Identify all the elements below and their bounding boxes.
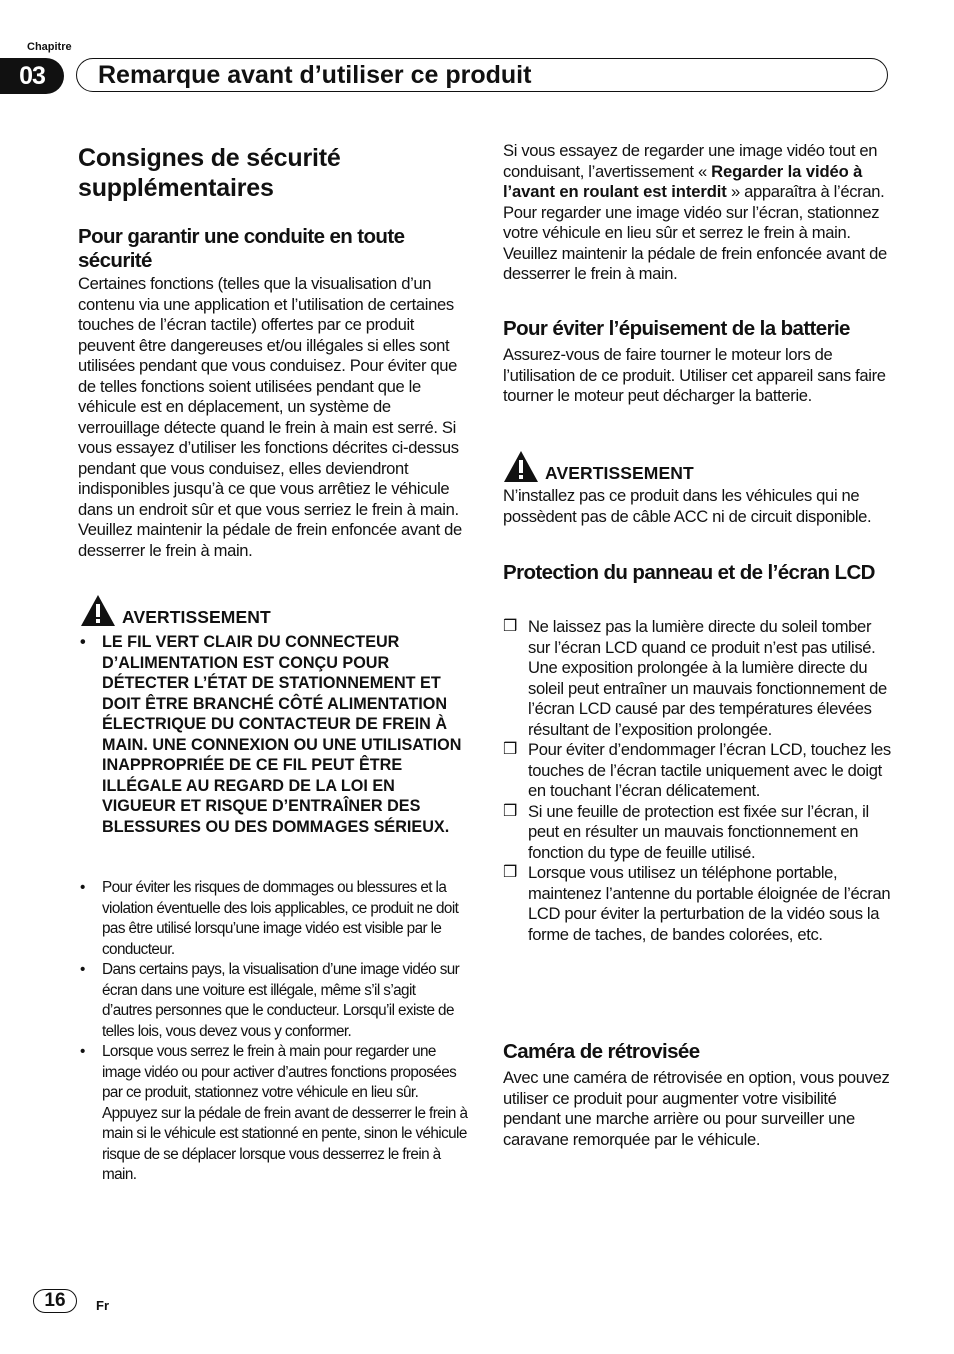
section-body-safe-driving: Certaines fonctions (telles que la visualisation d’un contenu via une application et l’utilisation de certaines touches de l’écran tactile) offertes par ce produit peuvent être dangereuses et/ou illégales si elles sont utilisées pendant que vous conduisez. Pour éviter que de telles fonctions soient utilisées pendant que le véhicule est en déplacement, un système de verrouillage détecte quand le frein à main est serré. Si vous essayez d’utiliser les fonctions décrites ci-dessus pendant que vous conduisez, elles deviendront indisponibles jusqu’à ce que vous arrêtiez le véhicule dans un endroit sûr et que vous serriez le frein à main. Veuillez maintenir la pédale de frein enfoncée avant de desserrer le frein à main. <box>78 274 462 560</box>
list-item: • Pour éviter les risques de dommages ou blessures et la violation éventuelle des lois applicables, ce produit ne doit pas être utilisé lorsqu’une image vidéo est visible par le conducteur. <box>78 878 468 960</box>
warning-label-2: AVERTISSEMENT <box>545 463 694 483</box>
intro-bold-message: Regarder la vidéo à l’avant en roulant est interdit <box>503 161 863 201</box>
section-body-camera: Avec une caméra de rétrovisée en option, vous pouvez utiliser ce produit pour augmenter votre visibilité pendant une marche arrière ou pour surveiller une caravane remorquée par le véhicule. <box>503 1068 890 1149</box>
section-title-camera: Caméra de rétrovisée <box>503 1040 700 1063</box>
video-warning-paragraph <box>503 141 893 285</box>
chapter-number-badge: 03 <box>0 58 64 94</box>
checkbox-bullet-icon: ❒ <box>503 802 517 820</box>
list-item <box>503 740 893 802</box>
warning-heading-2 <box>503 450 694 483</box>
checkbox-bullet-icon: ❒ <box>503 864 517 881</box>
warning-label: AVERTISSEMENT <box>122 607 271 627</box>
language-code: Fr <box>96 1298 109 1313</box>
list-item-text: Pour éviter d’endommager l’écran LCD, touchez les touches de l’écran tactile uniquement avec le doigt en touchant l’écran délicatement. <box>528 740 891 800</box>
main-title: Consignes de sécurité supplémentaires <box>78 144 341 202</box>
warning-triangle-icon <box>80 594 116 627</box>
list-item <box>503 863 893 945</box>
section-title-safe-driving: Pour garantir une conduite en toute sécurité <box>78 225 405 272</box>
section-body-battery: Assurez-vous de faire tourner le moteur lors de l’utilisation de ce produit. Utiliser cet appareil sans faire tourner le moteur peut décharger la batterie. <box>503 345 886 405</box>
section-title-lcd: Protection du panneau et de l’écran LCD <box>503 561 875 584</box>
list-item: • Lorsque vous serrez le frein à main pour regarder une image vidéo ou pour activer d’autres fonctions proposées par ce produit, stationnez votre véhicule en lieu sûr. Appuyez sur la pédale de frein avant de desserrer le frein à main si le véhicule est stationné en pente, sinon le véhicule risque de se déplacer lorsque vous desserrez le frein à main. <box>78 1042 468 1186</box>
chapter-label: Chapitre <box>27 41 72 53</box>
list-item: • Dans certains pays, la visualisation d’une image vidéo sur écran dans une voiture est illégale, même s’il s’agit d’autres personnes que le conducteur. Lorsqu’il existe de telles lois, vous devez vous y conformer. <box>78 960 468 1042</box>
checkbox-bullet-icon: ❒ <box>503 618 517 635</box>
intro-text-2: » apparaîtra à l’écran. Pour regarder une image vidéo sur l’écran, stationnez votre véhicule en lieu sûr et serrez le frein à main. Veuillez maintenir la pédale de frein enfoncée avant de desserrer le frein à main. <box>503 182 887 283</box>
warning-heading <box>80 594 271 627</box>
list-item: • LE FIL VERT CLAIR DU CONNECTEUR D’ALIMENTATION EST CONÇU POUR DÉTECTER L’ÉTAT DE STATIONNEMENT ET DOIT ÊTRE BRANCHÉ CÔTÉ ALIMENTATION ÉLECTRIQUE DU CONTACTEUR DE FREIN À MAIN. UNE CONNEXION OU UNE UTILISATION INAPPROPRIÉE DE CE FIL PEUT ÊTRE ILLÉGALE AU REGARD DE LA LOI EN VIGUEUR ET RISQUE D’ENTRAÎNER DES BLESSURES OU DES DOMMAGES SÉRIEUX. <box>78 632 466 837</box>
intro-text-1: Si vous essayez de regarder une image vidéo tout en conduisant, l’avertissement « <box>503 141 878 181</box>
warning-2-body: N’installez pas ce produit dans les véhicules qui ne possèdent pas de câble ACC ni de circuit disponible. <box>503 486 872 526</box>
chapter-title: Remarque avant d’utiliser ce produit <box>98 61 532 89</box>
list-item-text: Ne laissez pas la lumière directe du soleil tomber sur l’écran LCD quand ce produit n’est pas utilisé. Une exposition prolongée à la lumière directe du soleil peut entraîner un mauvais fonctionnement de l’écran LCD causé par des températures élevées résultant de l’exposition prolongée. <box>528 617 887 739</box>
section-title-battery: Pour éviter l’épuisement de la batterie <box>503 317 850 340</box>
warning-bullet-list <box>78 878 468 1186</box>
page-number: 16 <box>33 1289 77 1313</box>
list-item-text: Si une feuille de protection est fixée sur l’écran, il peut en résulter un mauvais fonctionnement en fonction du type de feuille utilisé. <box>528 801 869 862</box>
warning-caps-list <box>78 632 466 837</box>
lcd-check-list <box>503 617 893 945</box>
warning-triangle-icon <box>503 450 539 483</box>
list-item <box>503 802 893 864</box>
list-item-text: Lorsque vous utilisez un téléphone portable, maintenez l’antenne du portable éloignée de l’écran LCD pour éviter la perturbation de la vidéo sous la forme de taches, de bandes colorées, etc. <box>528 863 891 944</box>
checkbox-bullet-icon: ❒ <box>503 741 517 758</box>
list-item <box>503 617 893 740</box>
